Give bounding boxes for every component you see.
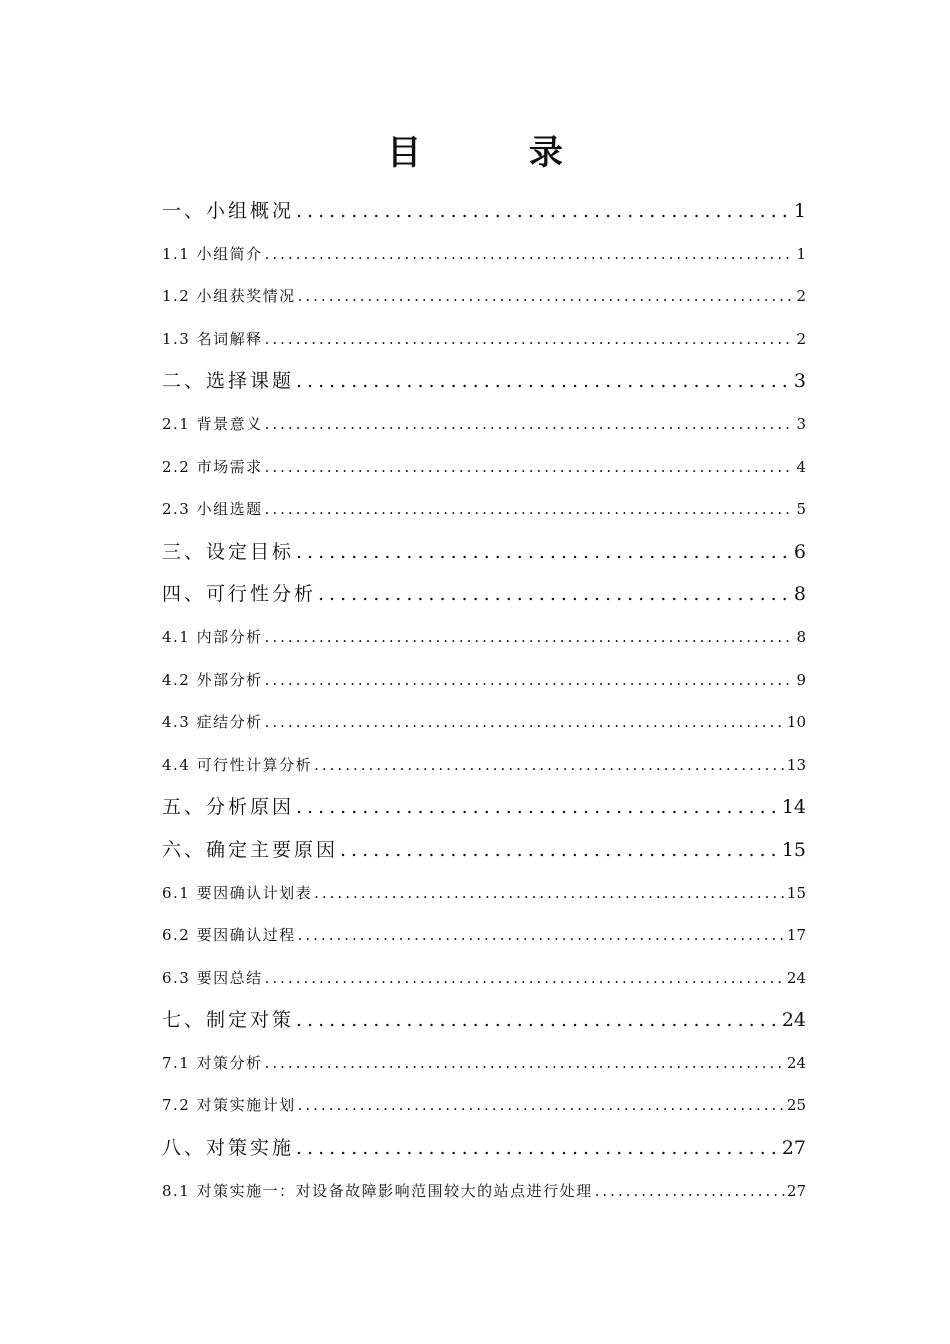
- toc-entry-page: 15: [781, 838, 806, 861]
- toc-entry-page: 24: [786, 968, 806, 987]
- toc-entry-label: 4.2 外部分析: [162, 670, 263, 689]
- toc-entry[interactable]: [162, 872, 806, 915]
- toc-leader-dots: [296, 786, 780, 829]
- toc-leader-dots: [265, 957, 785, 1000]
- toc-leader-dots: [298, 914, 785, 957]
- toc-entry[interactable]: [162, 914, 806, 957]
- toc-entry-page: 13: [786, 755, 806, 774]
- toc-entry[interactable]: [162, 957, 806, 1000]
- toc-leader-dots: [296, 190, 792, 233]
- toc-entry-page: 27: [786, 1181, 806, 1200]
- toc-entry-label: 二、选择课题: [162, 370, 295, 393]
- toc-entry-page: 6: [793, 540, 806, 563]
- toc-entry-label: 7.1 对策分析: [162, 1053, 263, 1072]
- toc-leader-dots: [265, 616, 795, 659]
- toc-entry-page: 24: [781, 1009, 806, 1032]
- toc-leader-dots: [265, 659, 795, 702]
- toc-entry[interactable]: [162, 616, 806, 659]
- toc-entry-page: 8: [793, 583, 806, 606]
- toc-leader-dots: [314, 872, 785, 915]
- toc-entry-label: 2.3 小组选题: [162, 500, 263, 519]
- toc-entry-label: 6.3 要因总结: [162, 968, 263, 987]
- toc-entry-label: 7.2 对策实施计划: [162, 1096, 296, 1115]
- toc-leader-dots: [298, 1084, 785, 1127]
- toc-entry[interactable]: [162, 403, 806, 446]
- toc-entry-page: 1: [796, 244, 806, 263]
- toc-entry[interactable]: [162, 573, 806, 616]
- toc-entry-page: 17: [786, 926, 806, 945]
- toc-entry-label: 4.3 症结分析: [162, 713, 263, 732]
- toc-entry[interactable]: [162, 701, 806, 744]
- toc-entry-label: 2.2 市场需求: [162, 457, 263, 476]
- toc-entry[interactable]: [162, 233, 806, 276]
- toc-entry[interactable]: [162, 531, 806, 574]
- toc-entry-label: 八、对策实施: [162, 1137, 295, 1160]
- toc-entry-label: 四、可行性分析: [162, 583, 317, 606]
- toc-entry[interactable]: [162, 1127, 806, 1170]
- toc-entry-label: 一、小组概况: [162, 200, 295, 222]
- toc-entry-label: 三、设定目标: [162, 540, 295, 563]
- toc-leader-dots: [265, 488, 795, 531]
- toc-entry[interactable]: [162, 1042, 806, 1085]
- page-title: 目 录: [387, 133, 611, 173]
- toc-leader-dots: [265, 318, 795, 361]
- toc-entry-page: 25: [786, 1096, 806, 1115]
- toc-leader-dots: [318, 573, 792, 616]
- toc-entry[interactable]: [162, 275, 806, 318]
- toc-entry-page: 1: [793, 200, 806, 222]
- toc-entry-page: 10: [786, 713, 806, 732]
- toc-entry[interactable]: [162, 1084, 806, 1127]
- toc-entry-page: 2: [796, 329, 806, 348]
- toc-entry-page: 27: [781, 1137, 806, 1160]
- toc-entry[interactable]: [162, 744, 806, 787]
- toc-entry[interactable]: [162, 318, 806, 361]
- toc-entry-label: 七、制定对策: [162, 1009, 295, 1032]
- toc-entry-page: 3: [793, 370, 806, 393]
- toc-entry-label: 1.3 名词解释: [162, 329, 263, 348]
- table-of-contents: [162, 190, 806, 1212]
- toc-entry-page: 8: [796, 627, 806, 646]
- toc-entry-page: 4: [796, 457, 806, 476]
- toc-entry-label: 2.1 背景意义: [162, 414, 263, 433]
- toc-leader-dots: [296, 999, 780, 1042]
- toc-leader-dots: [340, 829, 780, 872]
- toc-leader-dots: [265, 403, 795, 446]
- toc-entry-page: 15: [786, 883, 806, 902]
- toc-entry-label: 五、分析原因: [162, 796, 295, 819]
- toc-entry[interactable]: [162, 190, 806, 233]
- toc-leader-dots: [314, 744, 785, 787]
- toc-entry-label: 六、确定主要原因: [162, 838, 339, 861]
- toc-leader-dots: [595, 1170, 785, 1213]
- toc-entry-page: 5: [796, 500, 806, 519]
- toc-leader-dots: [265, 701, 785, 744]
- toc-leader-dots: [298, 275, 795, 318]
- toc-entry[interactable]: [162, 829, 806, 872]
- toc-entry-label: 4.4 可行性计算分析: [162, 755, 313, 774]
- toc-entry-page: 3: [796, 414, 806, 433]
- toc-entry-label: 1.2 小组获奖情况: [162, 287, 296, 306]
- toc-entry[interactable]: [162, 360, 806, 403]
- toc-entry[interactable]: [162, 488, 806, 531]
- toc-entry[interactable]: [162, 1170, 806, 1213]
- toc-leader-dots: [265, 233, 795, 276]
- toc-entry-label: 6.1 要因确认计划表: [162, 883, 313, 902]
- toc-leader-dots: [296, 531, 792, 574]
- toc-leader-dots: [296, 1127, 780, 1170]
- toc-entry-page: 2: [796, 287, 806, 306]
- toc-entry[interactable]: [162, 786, 806, 829]
- toc-entry[interactable]: [162, 446, 806, 489]
- toc-entry[interactable]: [162, 659, 806, 702]
- toc-entry-page: 14: [781, 796, 806, 819]
- toc-leader-dots: [265, 1042, 785, 1085]
- toc-entry[interactable]: [162, 999, 806, 1042]
- toc-leader-dots: [296, 360, 792, 403]
- toc-entry-label: 1.1 小组简介: [162, 244, 263, 263]
- toc-leader-dots: [265, 446, 795, 489]
- toc-entry-label: 6.2 要因确认过程: [162, 926, 296, 945]
- toc-entry-label: 4.1 内部分析: [162, 627, 263, 646]
- toc-entry-page: 9: [796, 670, 806, 689]
- toc-entry-page: 24: [786, 1053, 806, 1072]
- toc-entry-label: 8.1 对策实施一：对设备故障影响范围较大的站点进行处理: [162, 1181, 593, 1200]
